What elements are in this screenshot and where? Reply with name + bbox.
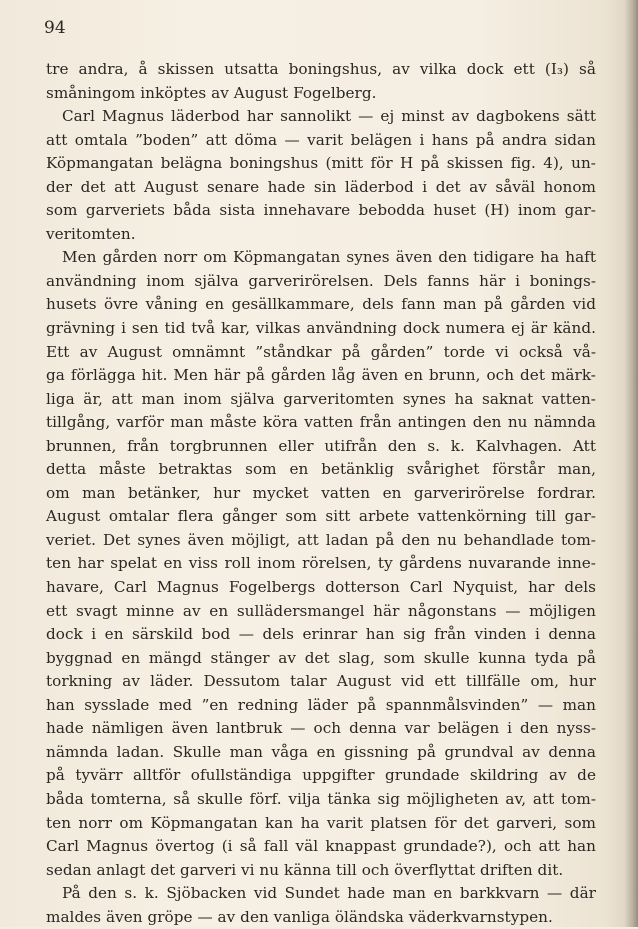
text-line: Carl Magnus läderbod har sannolikt — ej minst av dagbokens sätt bbox=[62, 107, 596, 126]
text-line: som garveriets båda sista innehavare bebodda huset (H) inom gar- bbox=[46, 201, 596, 220]
text-line: Men gården norr om Köpmangatan synes även den tidigare ha haft bbox=[62, 248, 596, 267]
text-line: Ett av August omnämnt ”ståndkar på gården” torde vi också vå- bbox=[46, 342, 596, 361]
text-line: ga förlägga hit. Men här på gården låg även en brunn, och det märk- bbox=[46, 366, 596, 385]
text-line: husets övre våning en gesällkammare, dels fann man på gården vid bbox=[46, 295, 596, 314]
text-line: sedan anlagt det garveri vi nu känna till och överflyttat driften dit. bbox=[46, 860, 564, 879]
text-line: grävning i sen tid två kar, vilkas användning dock numera ej är känd. bbox=[46, 319, 596, 338]
text-line: att omtala ”boden” att döma — varit belägen i hans på andra sidan bbox=[46, 130, 596, 149]
text-line: detta måste betraktas som en betänklig svårighet förstår man, bbox=[46, 460, 596, 479]
paragraph-3 bbox=[46, 246, 596, 882]
paragraph-4 bbox=[46, 882, 596, 929]
text-line: på tyvärr alltför ofullständiga uppgifter grundade skildring av de bbox=[46, 766, 596, 785]
text-line: han sysslade med ”en redning läder på spannmålsvinden” — man bbox=[46, 695, 596, 714]
text-line: ten har spelat en viss roll inom rörelsen, ty gårdens nuvarande inne- bbox=[46, 554, 596, 573]
text-line: veriet. Det synes även möjligt, att ladan på den nu behandlade tom- bbox=[46, 530, 596, 549]
text-line: småningom inköptes av August Fogelberg. bbox=[46, 83, 377, 102]
text-line: båda tomterna, så skulle förf. vilja tänka sig möjligheten av, att tom- bbox=[46, 789, 596, 808]
text-line: brunnen, från torgbrunnen eller utifrån den s. k. Kalvhagen. Att bbox=[46, 436, 596, 455]
text-line: På den s. k. Sjöbacken vid Sundet hade man en barkkvarn — där bbox=[62, 884, 596, 903]
page-number: 94 bbox=[44, 18, 66, 38]
text-line: liga är, att man inom själva garveritomten synes ha saknat vatten- bbox=[46, 389, 596, 408]
text-line: havare, Carl Magnus Fogelbergs dotterson Carl Nyquist, har dels bbox=[46, 578, 596, 597]
paragraph-1 bbox=[46, 58, 596, 105]
text-line: nämnda ladan. Skulle man våga en gissning på grundval av denna bbox=[46, 742, 596, 761]
text-line: Köpmangatan belägna boningshus (mitt för H på skissen fig. 4), un- bbox=[46, 154, 596, 173]
text-line: tillgång, varför man måste köra vatten från antingen den nu nämnda bbox=[46, 413, 596, 432]
page-edge-shadow bbox=[624, 0, 638, 927]
text-line: byggnad en mängd stänger av det slag, som skulle kunna tyda på bbox=[46, 648, 596, 667]
text-line: maldes även gröpe — av den vanliga öländska väderkvarnstypen. bbox=[46, 907, 553, 926]
text-line: hade nämligen även lantbruk — och denna var belägen i den nyss- bbox=[46, 719, 596, 738]
text-line: om man betänker, hur mycket vatten en garverirörelse fordrar. bbox=[46, 483, 596, 502]
text-line: veritomten. bbox=[46, 224, 136, 243]
body-text bbox=[46, 58, 596, 929]
text-line: ten norr om Köpmangatan kan ha varit platsen för det garveri, som bbox=[46, 813, 596, 832]
text-line: användning inom själva garverirörelsen. Dels fanns här i bonings- bbox=[46, 271, 596, 290]
text-line: dock i en särskild bod — dels erinrar han sig från vinden i denna bbox=[46, 625, 596, 644]
text-line: der det att August senare hade sin läderbod i det av såväl honom bbox=[46, 177, 596, 196]
text-line: ett svagt minne av en sullädersmangel här någonstans — möjligen bbox=[46, 601, 596, 620]
text-line: Carl Magnus övertog (i så fall väl knappast grundade?), och att han bbox=[46, 837, 596, 856]
text-line: tre andra, å skissen utsatta boningshus, av vilka dock ett (I₃) så bbox=[46, 60, 596, 78]
text-line: torkning av läder. Dessutom talar August vid ett tillfälle om, hur bbox=[46, 672, 596, 691]
paragraph-2 bbox=[46, 105, 596, 246]
text-line: August omtalar flera gånger som sitt arbete vattenkörning till gar- bbox=[46, 507, 596, 526]
